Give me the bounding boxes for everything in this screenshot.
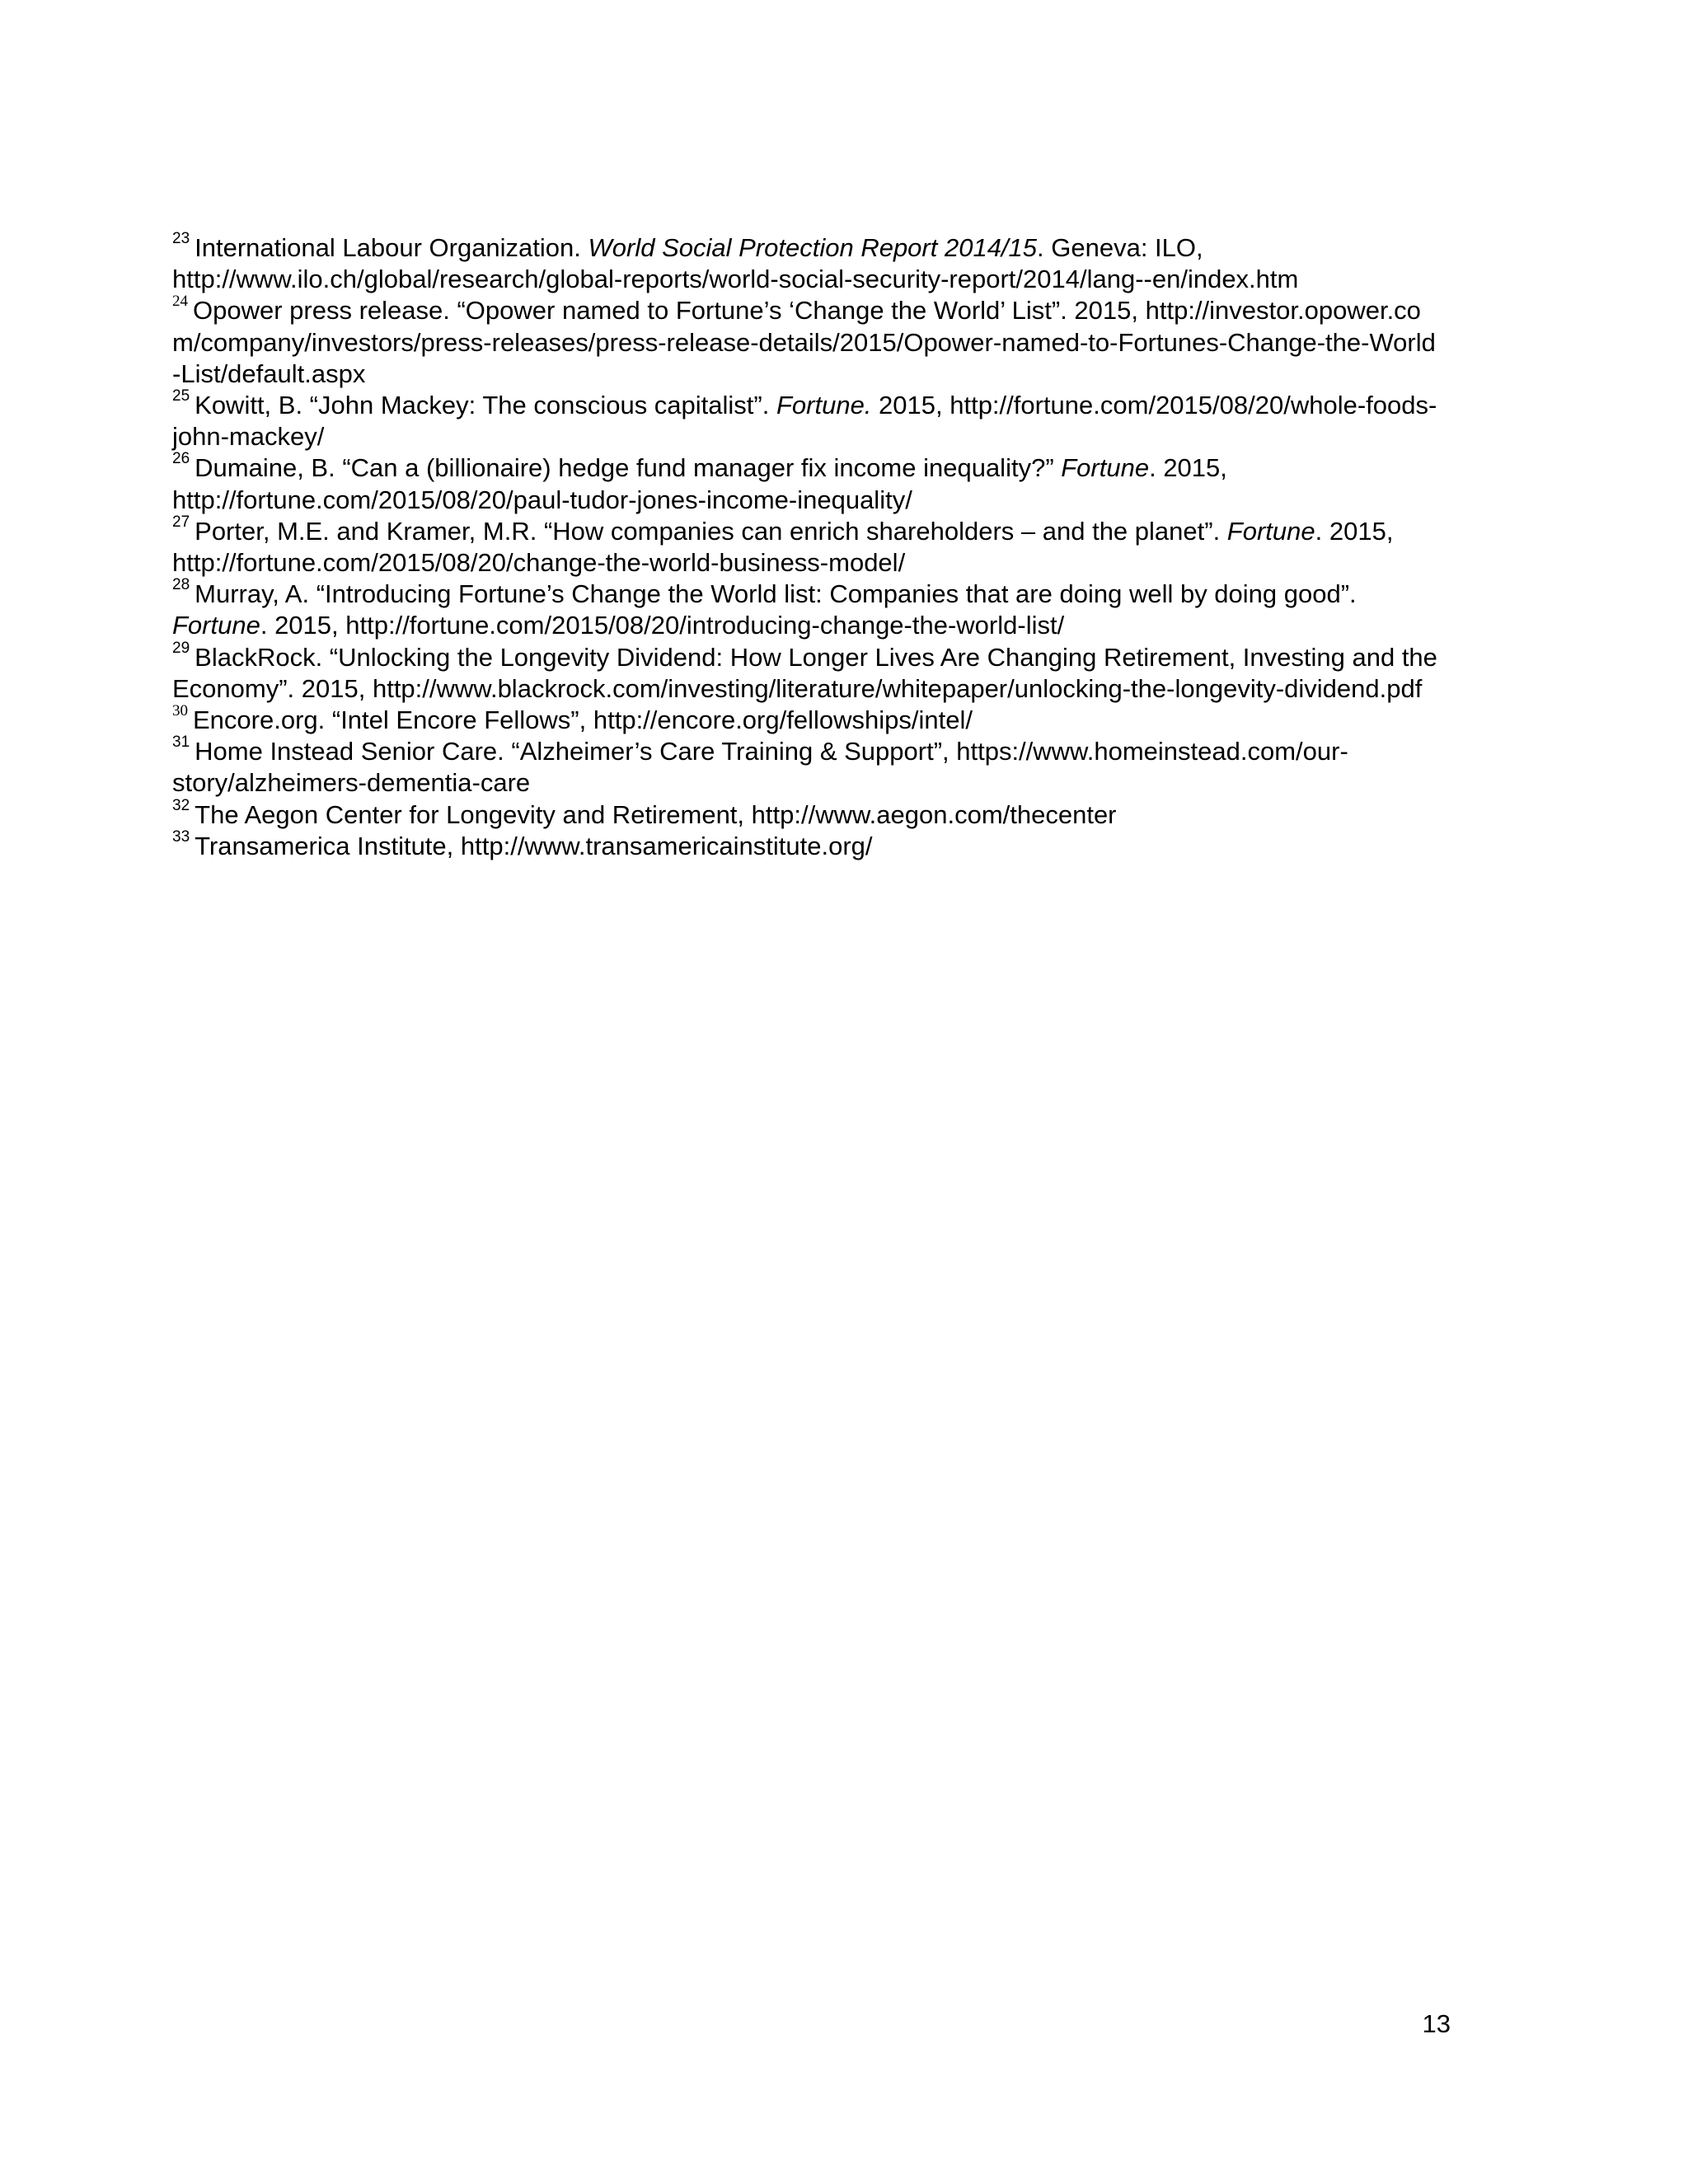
endnote-29 — [172, 639, 1442, 705]
endnote-33 — [172, 827, 1442, 862]
endnote-number: 32 — [172, 796, 190, 814]
endnote-text: Dumaine, B. “Can a (billionaire) hedge fund manager fix income inequality?” — [195, 453, 1062, 483]
endnote-italic-title: Fortune — [172, 611, 260, 640]
endnote-number: 29 — [172, 639, 190, 657]
endnote-number: 31 — [172, 733, 190, 752]
endnote-text: International Labour Organization. — [195, 233, 588, 262]
endnote-text: Murray, A. “Introducing Fortune’s Change the World list: Companies that are doing well by doing good”. — [195, 579, 1357, 609]
endnote-23 — [172, 232, 1442, 295]
endnote-number: 26 — [172, 450, 190, 468]
endnote-text: Kowitt, B. “John Mackey: The conscious capitalist”. — [195, 391, 776, 420]
endnote-24 — [172, 295, 1442, 390]
endnote-text-tail: 2015, http://fortune.com/2015/08/20/whole-foods-john-mackey/ — [172, 391, 1437, 452]
endnote-text: Opower press release. “Opower named to Fortune’s ‘Change the World’ List”. 2015, http://investor.opower.com/company/investors/press-releases/press-release-details/2015/Opower-named-to-Fortunes-Change-the-World-List/default.aspx — [172, 296, 1436, 388]
page-number: 13 — [1422, 2009, 1451, 2038]
endnote-text: Porter, M.E. and Kramer, M.R. “How companies can enrich shareholders – and the planet”. — [195, 516, 1227, 546]
endnote-27 — [172, 513, 1442, 579]
endnote-number: 23 — [172, 230, 190, 247]
endnote-25 — [172, 387, 1442, 452]
endnote-text: The Aegon Center for Longevity and Retirement, http://www.aegon.com/thecenter — [195, 799, 1117, 829]
endnotes-list — [172, 232, 1442, 862]
endnote-italic-title: World Social Protection Report 2014/15 — [588, 233, 1038, 262]
endnote-text: Encore.org. “Intel Encore Fellows”, http://encore.org/fellowships/intel/ — [193, 705, 973, 735]
endnote-number: 25 — [172, 387, 190, 405]
endnote-number: 24 — [172, 293, 188, 311]
endnote-text: Transamerica Institute, http://www.transamericainstitute.org/ — [195, 831, 873, 860]
endnote-31 — [172, 733, 1442, 799]
endnote-32 — [172, 796, 1442, 831]
endnote-italic-title: Fortune — [1226, 516, 1315, 546]
endnote-text-tail: . Geneva: ILO, http://www.ilo.ch/global/research/global-reports/world-social-security-report/2014/lang--en/index.htm — [172, 233, 1299, 294]
endnote-text-tail: . 2015, http://fortune.com/2015/08/20/introducing-change-the-world-list/ — [260, 611, 1065, 640]
endnote-30 — [172, 702, 1442, 736]
endnote-number: 27 — [172, 513, 190, 531]
endnote-text-tail: . 2015, http://fortune.com/2015/08/20/change-the-world-business-model/ — [172, 516, 1394, 578]
endnote-text-tail: . 2015, http://fortune.com/2015/08/20/paul-tudor-jones-income-inequality/ — [172, 453, 1227, 514]
endnote-number: 28 — [172, 576, 190, 594]
endnote-number: 30 — [172, 702, 188, 720]
endnote-text: Home Instead Senior Care. “Alzheimer’s Care Training & Support”, https://www.homeinstead.com/our-story/alzheimers-dementia-care — [172, 737, 1348, 798]
endnote-italic-title: Fortune. — [776, 391, 872, 420]
endnote-26 — [172, 452, 1442, 515]
endnote-text: BlackRock. “Unlocking the Longevity Dividend: How Longer Lives Are Changing Retirement, Investing and the Economy”. 2015, http://www.blackrock.com/investing/literature/whitepaper/unlocking-the-longevity-dividend.pdf — [172, 642, 1437, 703]
endnote-italic-title: Fortune — [1061, 453, 1150, 483]
endnote-number: 33 — [172, 827, 190, 846]
endnote-28 — [172, 576, 1442, 641]
